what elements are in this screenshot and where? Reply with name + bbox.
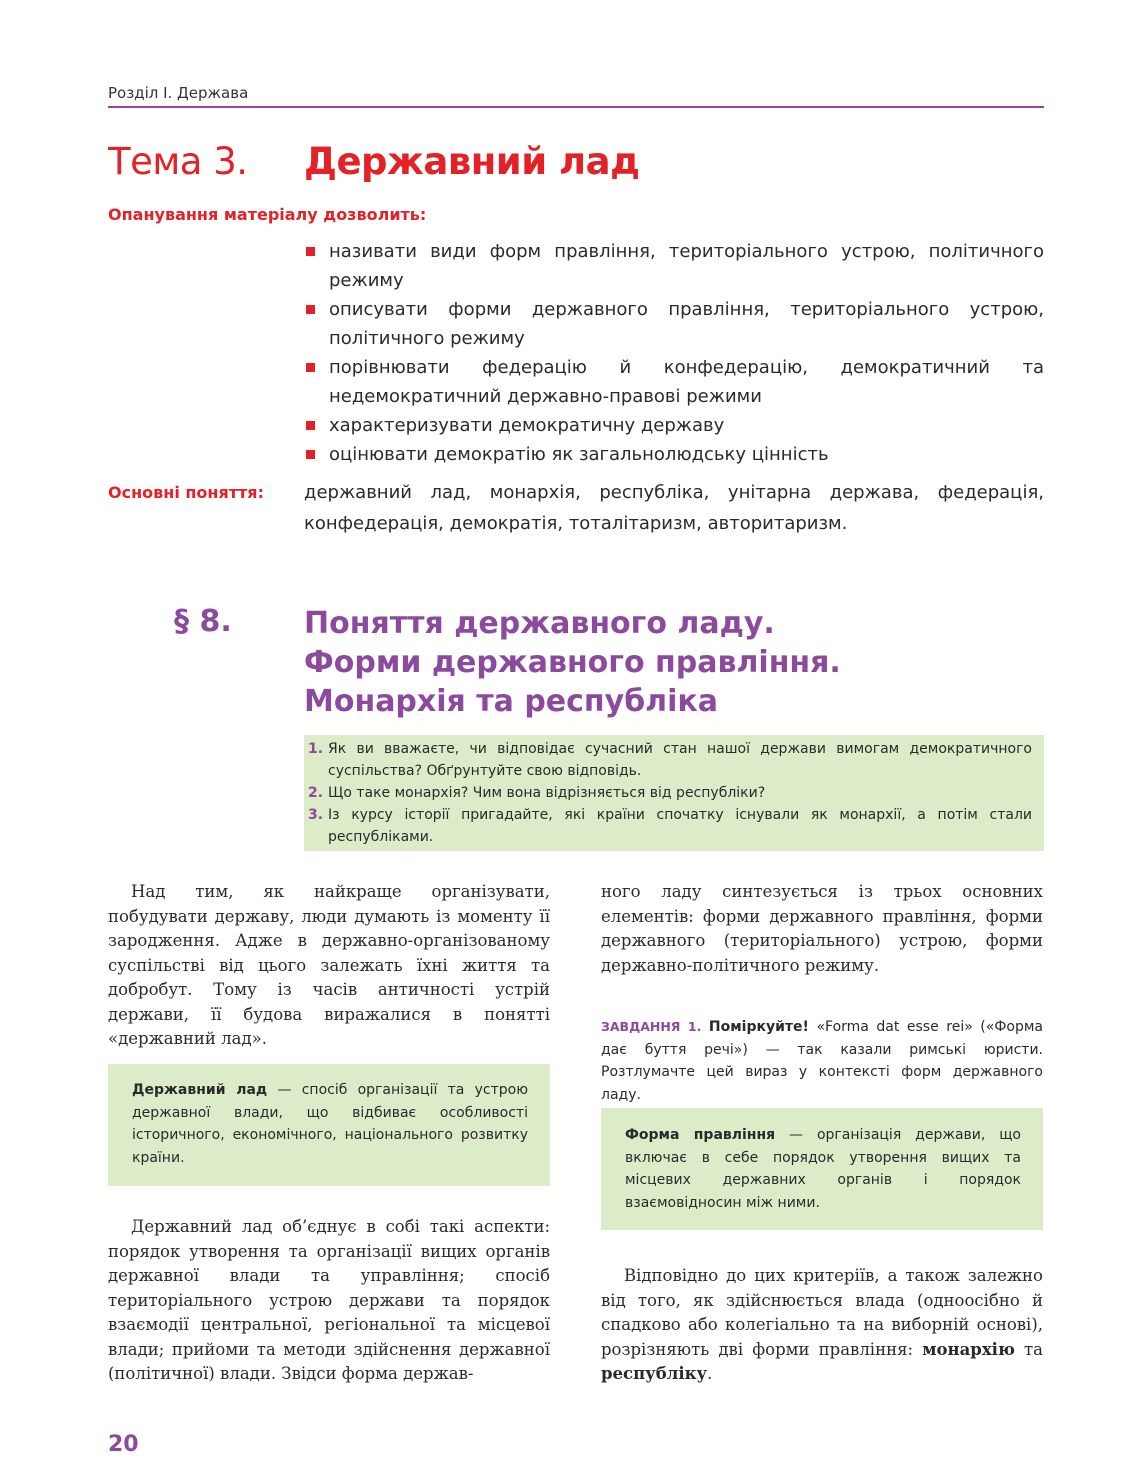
definition-text: Державний лад — спосіб організації та устрою державної влади, що відбиває особливості історичного, економічного, національного розвитку країни. <box>132 1082 528 1166</box>
objective-item: порівнювати федерацію й конфедерацію, демократичний та недемократичний державно-правові режими <box>304 353 1044 411</box>
section-title-line: Монархія та республіка <box>304 684 719 719</box>
square-bullet-icon <box>306 247 315 256</box>
section-title-line: Поняття державного ладу. <box>304 606 775 641</box>
definition-text: Форма правління — організація держави, що включає в себе порядок утворення вищих та місцевих державних органів і порядок взаємовідносин між ними. <box>625 1127 1021 1211</box>
topic-title: Державний лад <box>304 140 640 183</box>
definition-box <box>601 1108 1043 1230</box>
square-bullet-icon <box>306 363 315 372</box>
task-block: ЗАВДАННЯ 1. Поміркуйте! «Forma dat esse rei» («Форма дає буття речі») — так казали римські юристи. Розтлумачте цей вираз у контексті форм державного ладу. <box>601 1019 1043 1103</box>
term-republic: республіку <box>601 1364 708 1383</box>
body-paragraph: Відповідно до цих критеріїв, а також залежно від того, як здійснюється влада (одноосібно й спадково або колегіально та на виборній основі), розрізняють дві форми правління: монархію та республіку. <box>601 1266 1043 1383</box>
concepts-text: державний лад, монархія, республіка, унітарна держава, федерація, конфедерація, демократія, тоталітаризм, авторитаризм. <box>304 482 1044 534</box>
questions-list <box>304 735 1044 848</box>
topic-number: Тема 3. <box>108 140 248 183</box>
square-bullet-icon <box>306 305 315 314</box>
question-item: 3. Із курсу історії пригадайте, які країни спочатку існували як монархії, а потім стали республіками. <box>308 804 1032 848</box>
question-number: 1. <box>308 741 324 757</box>
question-item: 1. Як ви вважаєте, чи відповідає сучасний стан нашої держави вимогам демократичного суспільства? Обґрунтуйте свою відповідь. <box>308 738 1032 782</box>
objective-item: описувати форми державного правління, територіального устрою, політичного режиму <box>304 295 1044 353</box>
square-bullet-icon <box>306 450 315 459</box>
header-rule <box>108 106 1044 108</box>
section-title-line: Форми державного правління. <box>304 645 841 680</box>
section-title <box>304 604 1064 721</box>
concepts-label: Основні поняття: <box>108 483 264 502</box>
term-monarchy: монархію <box>922 1339 1015 1359</box>
running-header: Розділ І. Держава <box>108 84 249 102</box>
question-number: 2. <box>308 785 324 801</box>
page-number: 20 <box>108 1432 139 1457</box>
definition-term: Державний лад <box>132 1082 268 1098</box>
body-paragraph: Над тим, як найкраще організувати, побудувати державу, люди думають із моменту її зародження. Адже в державно-організованому суспільстві від цього залежать їхні життя та добробут. Тому із часів античності устрій держави, її будова виражалися в понятті «державний лад». <box>108 882 550 1048</box>
objectives-list <box>304 237 1044 469</box>
section-number: § 8. <box>174 604 232 639</box>
body-paragraph: ного ладу синтезується із трьох основних елементів: форми державного правління, форми державного (територіального) устрою, форми державно-політичного режиму. <box>601 882 1043 975</box>
questions-box <box>304 735 1044 851</box>
task-prompt: Поміркуйте! <box>708 1019 809 1035</box>
objective-item: називати види форм правління, територіального устрою, політичного режиму <box>304 237 1044 295</box>
question-item: 2. Що таке монархія? Чим вона відрізняється від республіки? <box>308 782 1032 804</box>
task-label: ЗАВДАННЯ 1. <box>601 1019 702 1034</box>
body-paragraph: Державний лад об’єднує в собі такі аспекти: порядок утворення та організації вищих органів державної влади та управління; спосіб територіального устрою держави та порядок взаємодії центральної, регіональної та місцевої влади; прийоми та методи здійснення державної (політичної) влади. Звідси форма держав- <box>108 1217 550 1383</box>
square-bullet-icon <box>306 421 315 430</box>
objectives-heading: Опанування матеріалу дозволить: <box>108 205 427 224</box>
objective-item: характеризувати демократичну державу <box>304 411 1044 440</box>
definition-box <box>108 1064 550 1186</box>
definition-term: Форма правління <box>625 1127 776 1143</box>
objective-item: оцінювати демократію як загальнолюдську цінність <box>304 440 1044 469</box>
question-number: 3. <box>308 807 324 823</box>
